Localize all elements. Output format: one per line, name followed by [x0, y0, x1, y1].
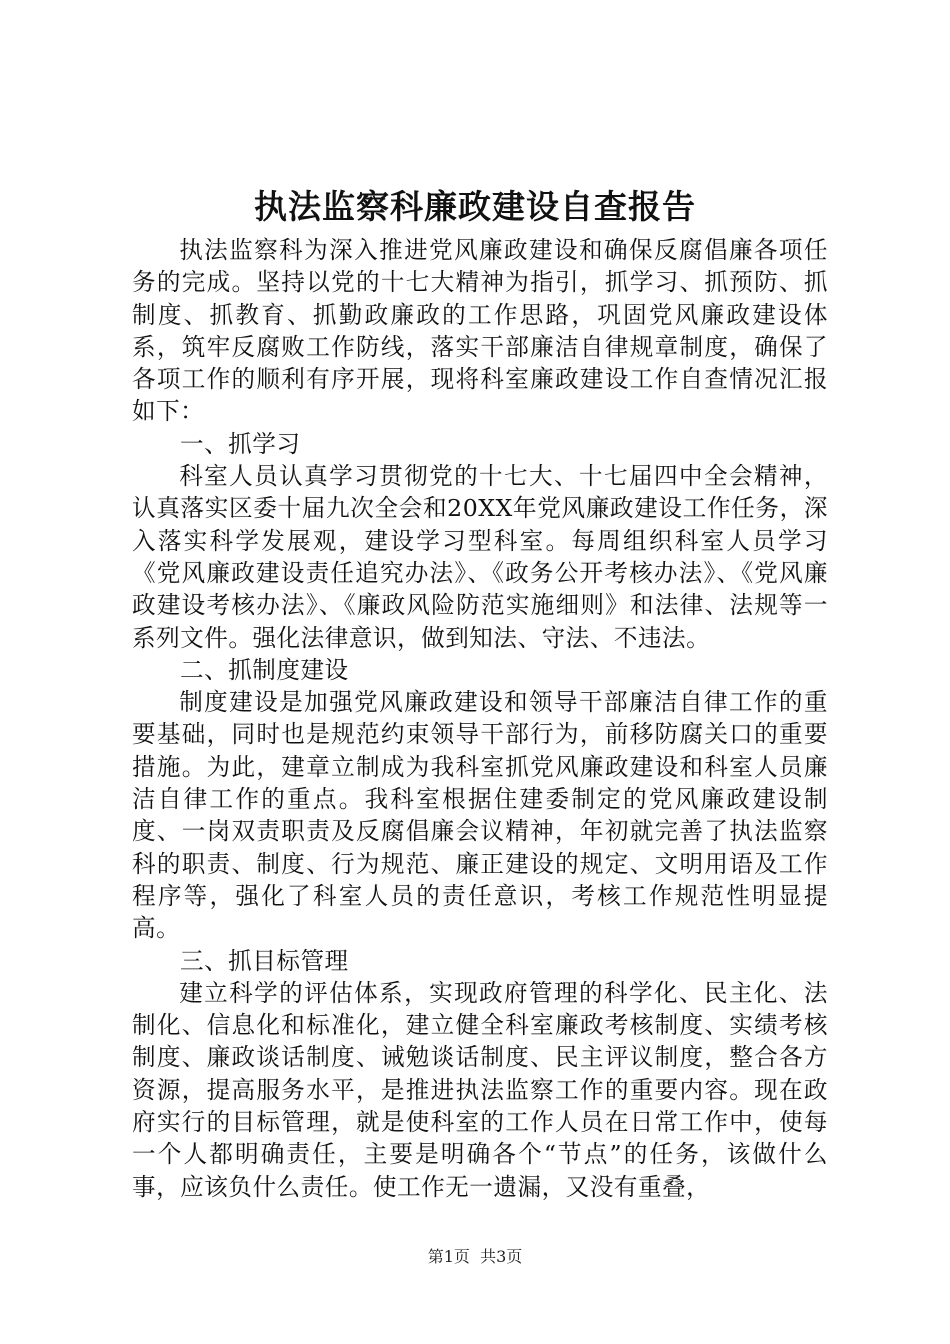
section-heading-system: 二、抓制度建设	[180, 655, 349, 684]
target-paragraph: 建立科学的评估体系，实现政府管理的科学化、民主化、法制化、信息化和标准化，建立健全科室廉政考核制度、实绩考核制度、廉政谈话制度、诫勉谈话制度、民主评议制度，整合各方资源，提高服务水平，是推进执法监察工作的重要内容。现在政府实行的目标管理，就是使科室的工作人员在日常工作中，使每一个人都明确责任，主要是明确各个“节点”的任务，该做什么事，应该负什么责任。使工作无一遗漏，又没有重叠，	[132, 978, 828, 1201]
system-paragraph: 制度建设是加强党风廉政建设和领导干部廉洁自律工作的重要基础，同时也是规范约束领导干部行为，前移防腐关口的重要措施。为此，建章立制成为我科室抓党风廉政建设和科室人员廉洁自律工作的重点。我科室根据住建委制定的党风廉政建设制度、一岗双责职责及反腐倡廉会议精神，年初就完善了执法监察科的职责、制度、行为规范、廉正建设的规定、文明用语及工作程序等，强化了科室人员的责任意识，考核工作规范性明显提高。	[132, 688, 828, 943]
section-heading-target: 三、抓目标管理	[180, 946, 349, 975]
page-number: 第1页 共3页	[427, 1247, 523, 1266]
intro-paragraph: 执法监察科为深入推进党风廉政建设和确保反腐倡廉各项任务的完成。坚持以党的十七大精神为指引，抓学习、抓预防、抓制度、抓教育、抓勤政廉政的工作思路，巩固党风廉政建设体系，筑牢反腐败工作防线，落实干部廉洁自律规章制度，确保了各项工作的顺利有序开展，现将科室廉政建设工作自查情况汇报如下：	[132, 236, 828, 426]
page-footer	[0, 1246, 950, 1268]
section-heading-study: 一、抓学习	[180, 429, 301, 458]
document-title: 执法监察科廉政建设自查报告	[254, 187, 696, 226]
study-paragraph: 科室人员认真学习贯彻党的十七大、十七届四中全会精神，认真落实区委十届九次全会和20XX年党风廉政建设工作任务，深入落实科学发展观，建设学习型科室。每周组织科室人员学习《党风廉政建设责任追究办法》、《政务公开考核办法》、《党风廉政建设考核办法》、《廉政风险防范实施细则》和法律、法规等一系列文件。强化法律意识，做到知法、守法、不违法。	[132, 462, 828, 652]
document-body	[132, 234, 828, 1203]
